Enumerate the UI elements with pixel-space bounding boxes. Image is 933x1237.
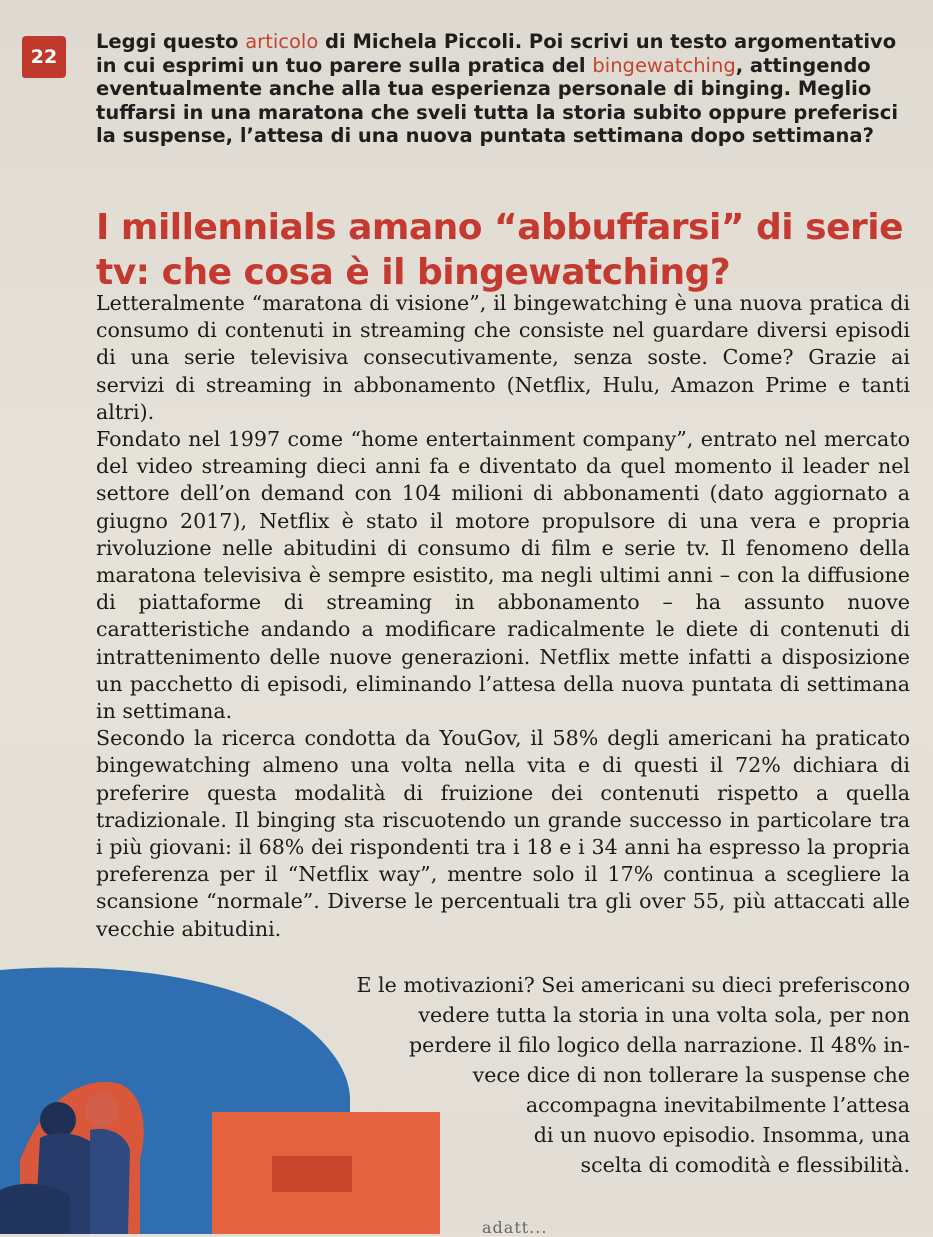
instructions-highlight-article: articolo: [245, 30, 319, 53]
instructions-text-3: , attingendo eventualmente anche alla tua esperienza personale di binging. Meglio tuffarsi in una maratona che sveli tutta la storia subito oppure preferisci la suspense, l’attesa di una nuova puntata settimana dopo settimana?: [96, 53, 899, 148]
article-paragraph-2: Fondato nel 1997 come “home entertainment company”, entrato nel mercato del video streaming dieci anni fa e diventato da quel momento il leader nel settore dell’on demand con 104 milioni di abbonamenti (dato aggiornato a giugno 2017), Netflix è stato il motore propulsore di una vera e propria rivoluzione nelle abitudini di consumo di film e serie tv. Il fenomeno della maratona televisiva è sempre esistito, ma negli ultimi anni – con la diffusione di piattaforme di streaming in abbonamento – ha assunto nuove caratteristiche andando a modificare radicalmente le diete di contenuti di intrattenimento delle nuove generazioni. Netflix mette infatti a disposizione un pacchetto di episodi, eliminando l’attesa della nuova puntata di settimana in settimana.: [96, 427, 910, 724]
instructions-highlight-keyword: bingewatching: [592, 53, 736, 77]
instructions-text-1: Leggi questo: [96, 30, 246, 53]
paragraph-4-line: E le motivazioni? Sei americani su dieci preferiscono: [356, 973, 910, 997]
article-paragraph-1: Letteralmente “maratona di visione”, il bingewatching è una nuova pratica di consumo di contenuti in streaming che consiste nel guardare diversi episodi di una serie televisiva consecutivamente, senza soste. Come? Grazie ai servizi di streaming in abbonamento (Netflix, Hulu, Amazon Prime e tanti altri).: [96, 291, 910, 424]
instructions-text-2: di Michela Piccoli. Poi scrivi un testo argomentativo in cui esprimi un tuo parere sulla pratica del: [96, 30, 897, 77]
exercise-instructions: [96, 30, 916, 148]
cut-off-text: adatt...: [482, 1218, 548, 1237]
article-headline: I millennials amano “abbuffarsi” di serie tv: che cosa è il bingewatching?: [96, 207, 904, 293]
paragraph-4-line: vece dice di non tollerare la suspense che: [472, 1063, 910, 1087]
paragraph-4-line: accompagna inevitabilmente l’attesa: [525, 1093, 910, 1117]
article-paragraph-4: [268, 970, 910, 1180]
paragraph-4-line: scelta di comodità e flessibilità.: [580, 1153, 910, 1177]
paragraph-4-line: perdere il filo logico della narrazione. Il 48% in-: [408, 1033, 910, 1057]
article-body: [96, 290, 910, 943]
exercise-number-badge: [22, 36, 66, 78]
article-paragraph-3: Secondo la ricerca condotta da YouGov, il 58% degli americani ha praticato bingewatching almeno una volta nella vita e di questi il 72% dichiara di preferire questa modalità di fruizione dei contenuti rispetto a quella tradizionale. Il binging sta riscuotendo un grande successo in particolare tra i più giovani: il 68% dei rispondenti tra i 18 e i 34 anni ha espresso la propria preferenza per il “Netflix way”, mentre solo il 17% continua a scegliere la scansione “normale”. Diverse le percentuali tra gli over 55, più attaccati alle vecchie abitudini.: [96, 726, 910, 941]
exercise-number: 22: [30, 46, 58, 68]
paragraph-4-line: di un nuovo episodio. Insomma, una: [533, 1123, 910, 1147]
paragraph-4-line: vedere tutta la storia in una volta sola, per non: [418, 1003, 910, 1027]
